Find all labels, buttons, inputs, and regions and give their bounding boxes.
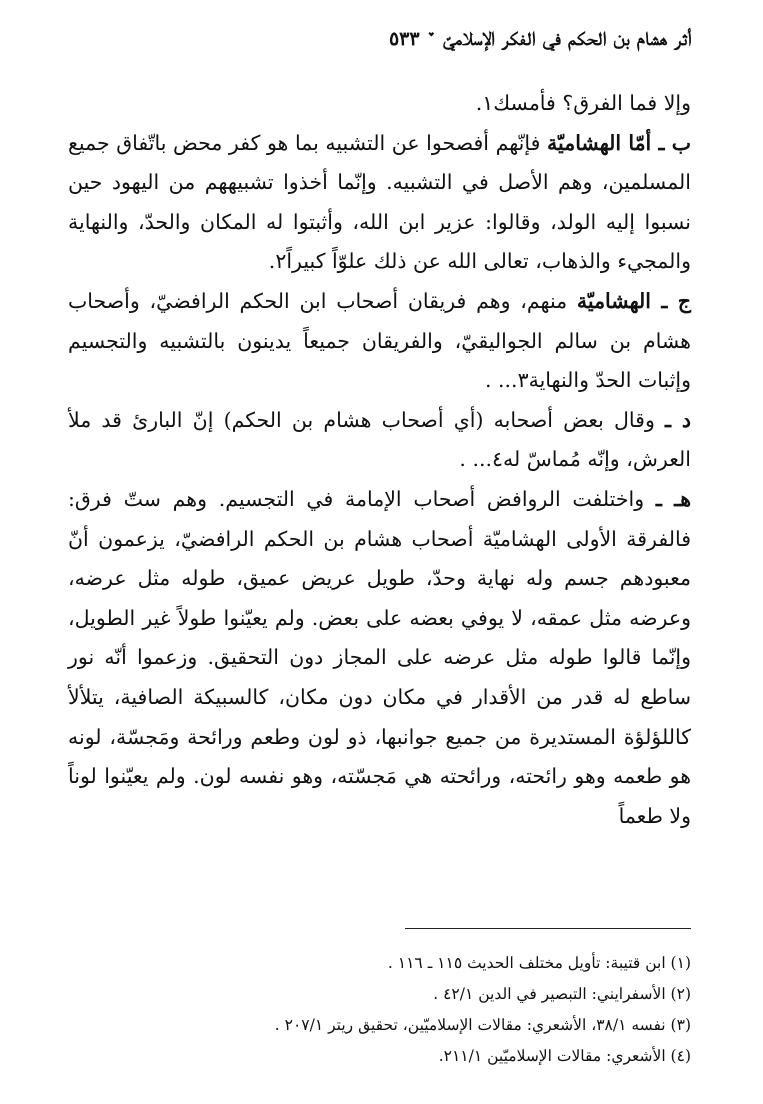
paragraph-e bbox=[68, 480, 691, 836]
footnotes bbox=[72, 948, 691, 1072]
paragraph-c bbox=[68, 282, 691, 401]
paragraph-lead: ب ـ أمّا الهشاميّة bbox=[547, 130, 692, 155]
paragraph-text: فإنّهم أفصحوا عن التشبيه بما هو كفر محض باتّفاق جميع المسلمين، وهم الأصل في التشبيه. وإنّما أخذوا تشبيههم من اليهود حين نسبوا إليه الولد، وقالوا: عزير ابن الله، وأثبتوا له المكان والحدّ، والنهاية والمجيء والذهاب، تعالى الله عن ذلك علوّاً كبيراً٢. bbox=[68, 130, 691, 274]
paragraph-lead: ج ـ الهشاميّة bbox=[576, 288, 691, 313]
paragraph-lead: د ـ bbox=[665, 407, 691, 432]
running-header: أثر هشام بن الحكم في الفكر الإسلاميّ ﮸ ٥٣٣ bbox=[388, 28, 691, 50]
paragraph-text: واختلفت الروافض أصحاب الإمامة في التجسيم. وهم ستّ فرق: فالفرقة الأولى الهشاميّة أصحاب هشام بن الحكم الرافضيّ، يزعمون أنّ معبودهم جسم وله نهاية وحدّ، طويل عريض عميق، طوله مثل عرضه، وعرضه مثل عمقه، لا يوفي بعضه على بعض. ولم يعيّنوا طولاً غير الطويل، وإنّما قالوا طوله مثل عرضه على المجاز دون التحقيق. وزعموا أنّه نور ساطع له قدر من الأقدار في مكان دون مكان، كالسبيكة الصافية، يتلألأ كاللؤلؤة المستديرة من جميع جوانبها، ذو لون وطعم ورائحة ومَجسّة، لونه هو طعمه وهو رائحته، ورائحته هي مَجسّته، وهو نفسه لون. ولم يعيّنوا لوناً ولا طعماً bbox=[68, 486, 691, 828]
paragraph-text: منهم، وهم فريقان أصحاب ابن الحكم الرافضيّ، وأصحاب هشام بن سالم الجواليقيّ، والفريقان جميعاً يدينون بالتشبيه والتجسيم وإثبات الحدّ والنهاية٣... . bbox=[68, 288, 691, 393]
main-text bbox=[68, 84, 691, 836]
paragraph-d bbox=[68, 401, 691, 480]
paragraph-text: وإلا فما الفرق؟ فأمسك١. bbox=[475, 91, 691, 115]
footnote-1: (١) ابن قتيبة: تأويل مختلف الحديث ١١٥ ـ ١١٦ . bbox=[387, 954, 691, 972]
footnote-4: (٤) الأشعري: مقالات الإسلاميّين ٢١١/١. bbox=[438, 1047, 691, 1065]
paragraph-intro bbox=[68, 84, 691, 124]
footnote-3: (٣) نفسه ٣٨/١، الأشعري: مقالات الإسلاميّين، تحقيق ريتر ٢٠٧/١ . bbox=[274, 1016, 691, 1034]
footnote-separator bbox=[405, 928, 691, 929]
paragraph-b bbox=[68, 124, 691, 282]
paragraph-text: وقال بعض أصحابه (أي أصحاب هشام بن الحكم) إنّ البارئ قد ملأ العرش، وإنّه مُماسّ له٤... . bbox=[68, 407, 691, 472]
footnote-2: (٢) الأسفرايني: التبصير في الدين ٤٢/١ . bbox=[433, 985, 691, 1003]
paragraph-lead: هـ ـ bbox=[655, 486, 691, 511]
